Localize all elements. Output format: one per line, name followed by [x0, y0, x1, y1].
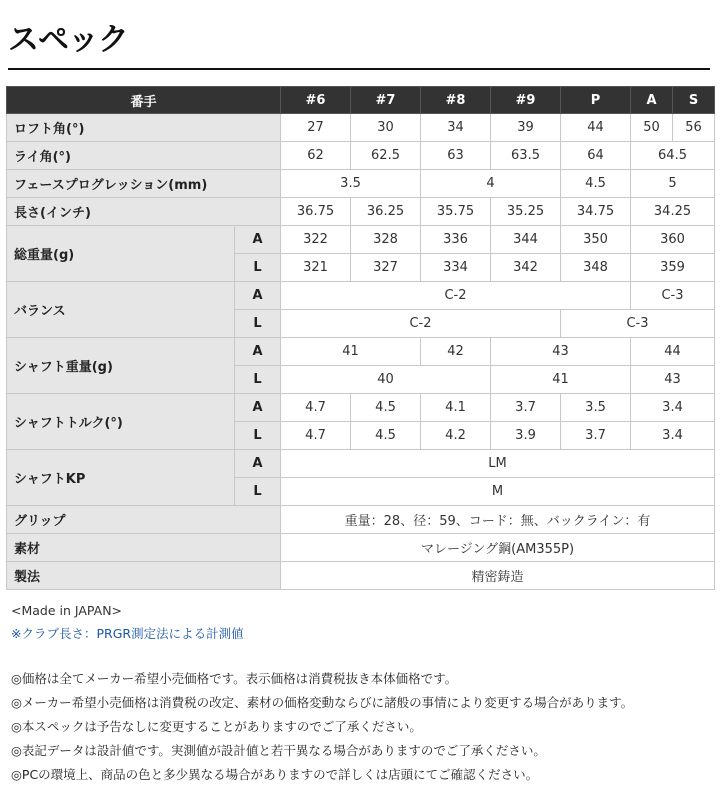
made-in-note: <Made in JAPAN> [11, 603, 123, 618]
table-row-shaft-torque-a [7, 394, 715, 422]
table-cell: 3.9 [491, 422, 561, 450]
table-cell: 44 [561, 114, 631, 142]
row-label: 製法 [7, 562, 281, 590]
sub-label: A [235, 226, 281, 254]
table-cell: 3.4 [631, 394, 715, 422]
table-row-loft [7, 114, 715, 142]
table-cell: C-3 [631, 282, 715, 310]
sub-label: L [235, 366, 281, 394]
row-label: 素材 [7, 534, 281, 562]
table-cell: 62.5 [351, 142, 421, 170]
table-row-shaft-weight-a [7, 338, 715, 366]
table-cell: 4.5 [351, 422, 421, 450]
table-cell: 44 [631, 338, 715, 366]
sub-label: L [235, 422, 281, 450]
table-cell: 3.4 [631, 422, 715, 450]
table-cell: 64.5 [631, 142, 715, 170]
note-item: ◎価格は全てメーカー希望小売価格です。表示価格は消費税抜き本体価格です。 [11, 671, 458, 686]
table-cell: 63.5 [491, 142, 561, 170]
note-item: ◎表記データは設計値です。実測値が設計値と若干異なる場合がありますのでご了承ください。 [11, 743, 546, 758]
sub-label: L [235, 310, 281, 338]
club-length-note: ※クラブ長さ：PRGR測定法による計測値 [11, 626, 244, 641]
row-label: 総重量(g) [7, 226, 235, 282]
table-cell: 41 [281, 338, 421, 366]
table-row-material [7, 534, 715, 562]
table-header-row [7, 87, 715, 114]
table-row-length [7, 198, 715, 226]
table-cell: 36.25 [351, 198, 421, 226]
header-club: #9 [491, 87, 561, 114]
header-club: #7 [351, 87, 421, 114]
title-divider [8, 68, 710, 70]
table-cell: 328 [351, 226, 421, 254]
table-cell: 34 [421, 114, 491, 142]
row-label: 長さ(インチ) [7, 198, 281, 226]
table-cell: 40 [281, 366, 491, 394]
table-cell: 3.5 [561, 394, 631, 422]
table-cell: C-2 [281, 310, 561, 338]
row-label: シャフト重量(g) [7, 338, 235, 394]
table-cell: 36.75 [281, 198, 351, 226]
sub-label: A [235, 282, 281, 310]
header-club: #8 [421, 87, 491, 114]
table-cell: 27 [281, 114, 351, 142]
row-label: フェースプログレッション(mm) [7, 170, 281, 198]
table-cell: 348 [561, 254, 631, 282]
sub-label: L [235, 254, 281, 282]
table-cell: 4.5 [561, 170, 631, 198]
table-cell: 50 [631, 114, 673, 142]
table-cell: 63 [421, 142, 491, 170]
table-cell: 4 [421, 170, 561, 198]
table-row-grip [7, 506, 715, 534]
sub-label: A [235, 450, 281, 478]
table-cell: 350 [561, 226, 631, 254]
table-cell: 35.25 [491, 198, 561, 226]
sub-label: L [235, 478, 281, 506]
table-cell: 322 [281, 226, 351, 254]
table-cell: 342 [491, 254, 561, 282]
table-cell: 重量：28、径：59、コード：無、バックライン：有 [281, 506, 715, 534]
table-cell: 62 [281, 142, 351, 170]
table-cell: 321 [281, 254, 351, 282]
table-cell: 43 [491, 338, 631, 366]
table-cell: 4.5 [351, 394, 421, 422]
row-label: バランス [7, 282, 235, 338]
table-cell: 41 [491, 366, 631, 394]
table-cell: 30 [351, 114, 421, 142]
table-cell: 5 [631, 170, 715, 198]
table-cell: 4.7 [281, 394, 351, 422]
table-cell: 344 [491, 226, 561, 254]
page-title: スペック [8, 22, 128, 58]
table-row-balance-a [7, 282, 715, 310]
table-cell: 4.1 [421, 394, 491, 422]
table-cell: 4.2 [421, 422, 491, 450]
spec-table [6, 86, 715, 590]
table-cell: 精密鋳造 [281, 562, 715, 590]
table-cell: マレージング鋼(AM355P) [281, 534, 715, 562]
table-cell: 43 [631, 366, 715, 394]
notes-list [11, 669, 633, 789]
table-cell: 4.7 [281, 422, 351, 450]
table-cell: 35.75 [421, 198, 491, 226]
header-label: 番手 [7, 87, 281, 114]
table-row-shaft-kp-a [7, 450, 715, 478]
note-item: ◎メーカー希望小売価格は消費税の改定、素材の価格変動ならびに諸般の事情により変更する場合があります。 [11, 695, 634, 710]
table-cell: C-3 [561, 310, 715, 338]
row-label: シャフトトルク(°) [7, 394, 235, 450]
table-row-progression [7, 170, 715, 198]
table-cell: 42 [421, 338, 491, 366]
table-row-lie [7, 142, 715, 170]
table-cell: M [281, 478, 715, 506]
table-cell: 39 [491, 114, 561, 142]
header-club: A [631, 87, 673, 114]
header-club: S [673, 87, 715, 114]
table-cell: 359 [631, 254, 715, 282]
table-cell: 3.7 [561, 422, 631, 450]
table-cell: 34.75 [561, 198, 631, 226]
row-label: グリップ [7, 506, 281, 534]
table-cell: 327 [351, 254, 421, 282]
table-cell: 3.7 [491, 394, 561, 422]
table-cell: 34.25 [631, 198, 715, 226]
note-item: ◎本スペックは予告なしに変更することがありますのでご了承ください。 [11, 719, 422, 734]
table-cell: C-2 [281, 282, 631, 310]
sub-label: A [235, 394, 281, 422]
table-cell: 64 [561, 142, 631, 170]
row-label: シャフトKP [7, 450, 235, 506]
table-cell: 3.5 [281, 170, 421, 198]
table-row-total-weight-a [7, 226, 715, 254]
table-cell: 56 [673, 114, 715, 142]
table-cell: 360 [631, 226, 715, 254]
note-item: ◎PCの環境上、商品の色と多少異なる場合がありますので詳しくは店頭にてご確認ください。 [11, 767, 539, 782]
row-label: ライ角(°) [7, 142, 281, 170]
table-row-method [7, 562, 715, 590]
table-cell: LM [281, 450, 715, 478]
row-label: ロフト角(°) [7, 114, 281, 142]
header-club: P [561, 87, 631, 114]
table-cell: 336 [421, 226, 491, 254]
sub-label: A [235, 338, 281, 366]
header-club: #6 [281, 87, 351, 114]
table-cell: 334 [421, 254, 491, 282]
